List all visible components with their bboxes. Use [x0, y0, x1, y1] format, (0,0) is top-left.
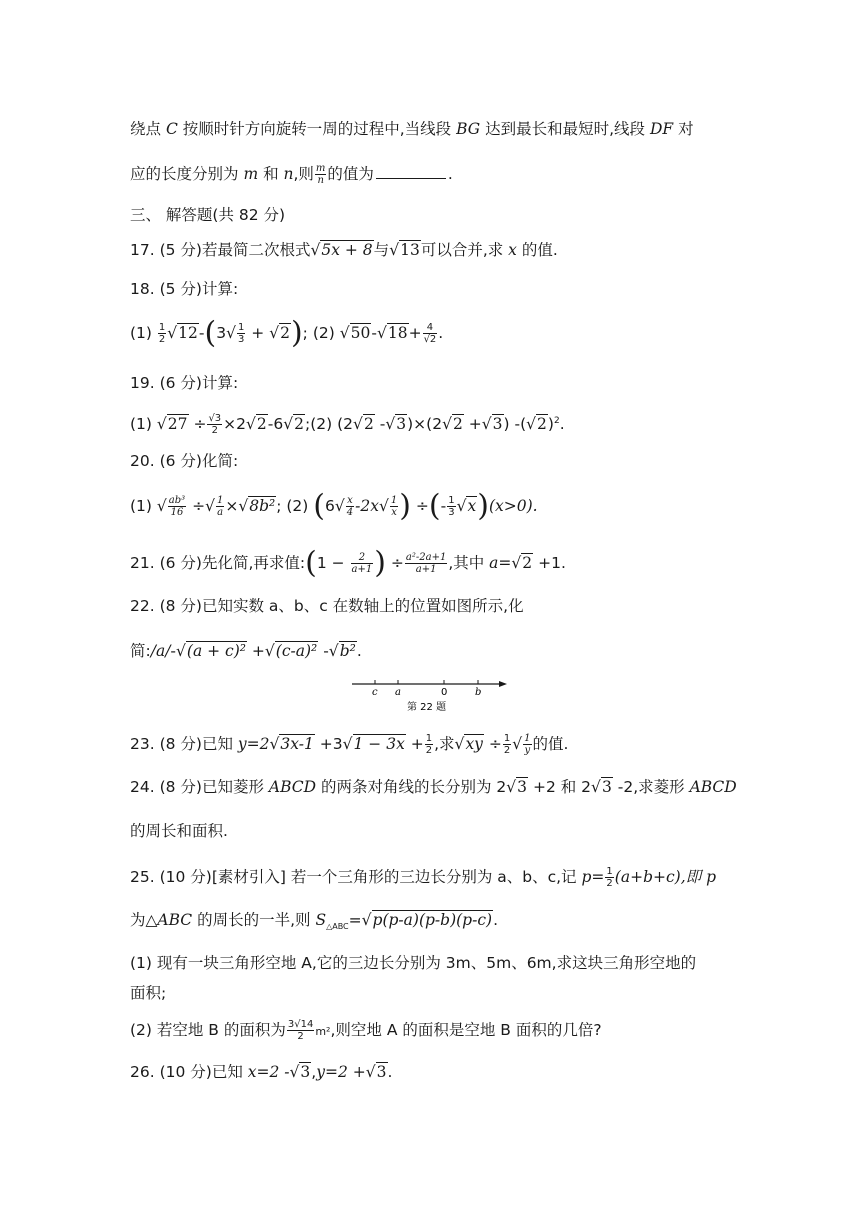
- question-24: 24. (8 分)已知菱形 ABCD 的两条对角线的长分别为 2√3 +2 和 2√3 -2,求菱形 ABCD: [130, 778, 737, 796]
- var: C: [165, 120, 178, 138]
- question-25-part1-cont: 面积;: [130, 984, 167, 1002]
- question-19-title: 19. (6 分)计算:: [130, 374, 239, 392]
- var: n: [283, 165, 294, 183]
- question-19-parts: (1) √27 ÷ $\frac{√3}{2}$ ×2√2-6√2;(2) (2√2 -√3)×(2√2 +√3) $-(√2)^2$.: [130, 413, 565, 437]
- var: DF: [649, 120, 674, 138]
- question-25: 25. (10 分)[素材引入] 若一个三角形的三边长分别为 a、b、c,记 p= $\frac{1}{2}$ (a+b+c),即 p: [130, 866, 716, 889]
- axis-label-0: 0: [441, 687, 448, 698]
- number-line-figure: [352, 676, 512, 716]
- question-23: 23. (8 分)已知 y=2√3x-1 +3√1 − 3x + $\frac{1}{2}$ ,求√xy ÷ $\frac{1}{2}$ √ $\frac{1}{y}$ 的值.: [130, 733, 569, 756]
- question-20-title: 20. (6 分)化简:: [130, 452, 239, 470]
- text: 的值为: [327, 165, 374, 183]
- text-line: [130, 119, 694, 139]
- var: m: [243, 165, 259, 183]
- axis-arrow-icon: [499, 681, 507, 687]
- question-25-part1: (1) 现有一块三角形空地 A,它的三边长分别为 3m、5m、6m,求这块三角形空地的: [130, 954, 697, 972]
- text: 达到最长和最短时,线段: [480, 120, 650, 138]
- text: 绕点: [130, 120, 166, 138]
- text: 按顺时针方向旋转一周的过程中,当线段: [177, 120, 457, 138]
- question-21: 21. (6 分)先化简,再求值:(1 − $\frac{2}{a+1}$ ) ÷ $\frac{\text{a²-2a+1}}{a+1}$ ,其中 a=√2 +1.: [130, 545, 566, 581]
- fraction: $\frac{m}{n}$: [315, 163, 326, 186]
- question-18-title: 18. (5 分)计算:: [130, 280, 239, 298]
- question-17: 17. (5 分)若最简二次根式√5x + 8与√13可以合并,求 x 的值.: [130, 241, 558, 259]
- question-22: 22. (8 分)已知实数 a、b、c 在数轴上的位置如图所示,化: [130, 597, 524, 615]
- text: ,则: [293, 165, 314, 183]
- question-24-line2: 的周长和面积.: [130, 822, 228, 840]
- text: .: [447, 165, 453, 183]
- var: BG: [456, 120, 481, 138]
- text-line: [130, 163, 453, 186]
- axis-label-a: a: [395, 687, 401, 698]
- answer-blank: [376, 164, 446, 179]
- question-18-parts: (1) $\frac{1}{2}$ √12-(3√ $\frac{1}{3}$ + √2); (2) √50-√18+ $\frac{4}{√2}$ .: [130, 315, 444, 351]
- question-20-parts: (1) √ $\frac{\text{ab³}}{16}$ ÷√ $\frac{1}{a}$ ×√8b²; (2) (6√ $\frac{x}{4}$ -2x√ $\frac{1}{x}$ ) ÷(- $\frac{1}{3}$ √x)(x>0).: [130, 488, 538, 524]
- text: 应的长度分别为: [130, 165, 244, 183]
- section-heading: 三、 解答题(共 82 分): [130, 206, 286, 224]
- text: 对: [673, 120, 694, 138]
- axis-label-b: b: [475, 687, 482, 698]
- question-25-formula: 为△ABC 的周长的一半,则 $S_{\triangle ABC}=√p(p-a)(p-b)(p-c)$.: [130, 911, 498, 932]
- question-22-expr: 简:/a/-√(a + c)² +√(c-a)² -√b².: [130, 642, 362, 660]
- text: 和: [258, 165, 284, 183]
- figure-caption: 第 22 题: [407, 702, 447, 713]
- question-26: 26. (10 分)已知 x=2 -√3,y=2 +√3.: [130, 1063, 393, 1081]
- axis-label-c: c: [372, 687, 378, 698]
- question-25-part2: (2) 若空地 B 的面积为 $\frac{3√14}{2}$ m²,则空地 A 的面积是空地 B 面积的几倍?: [130, 1019, 602, 1042]
